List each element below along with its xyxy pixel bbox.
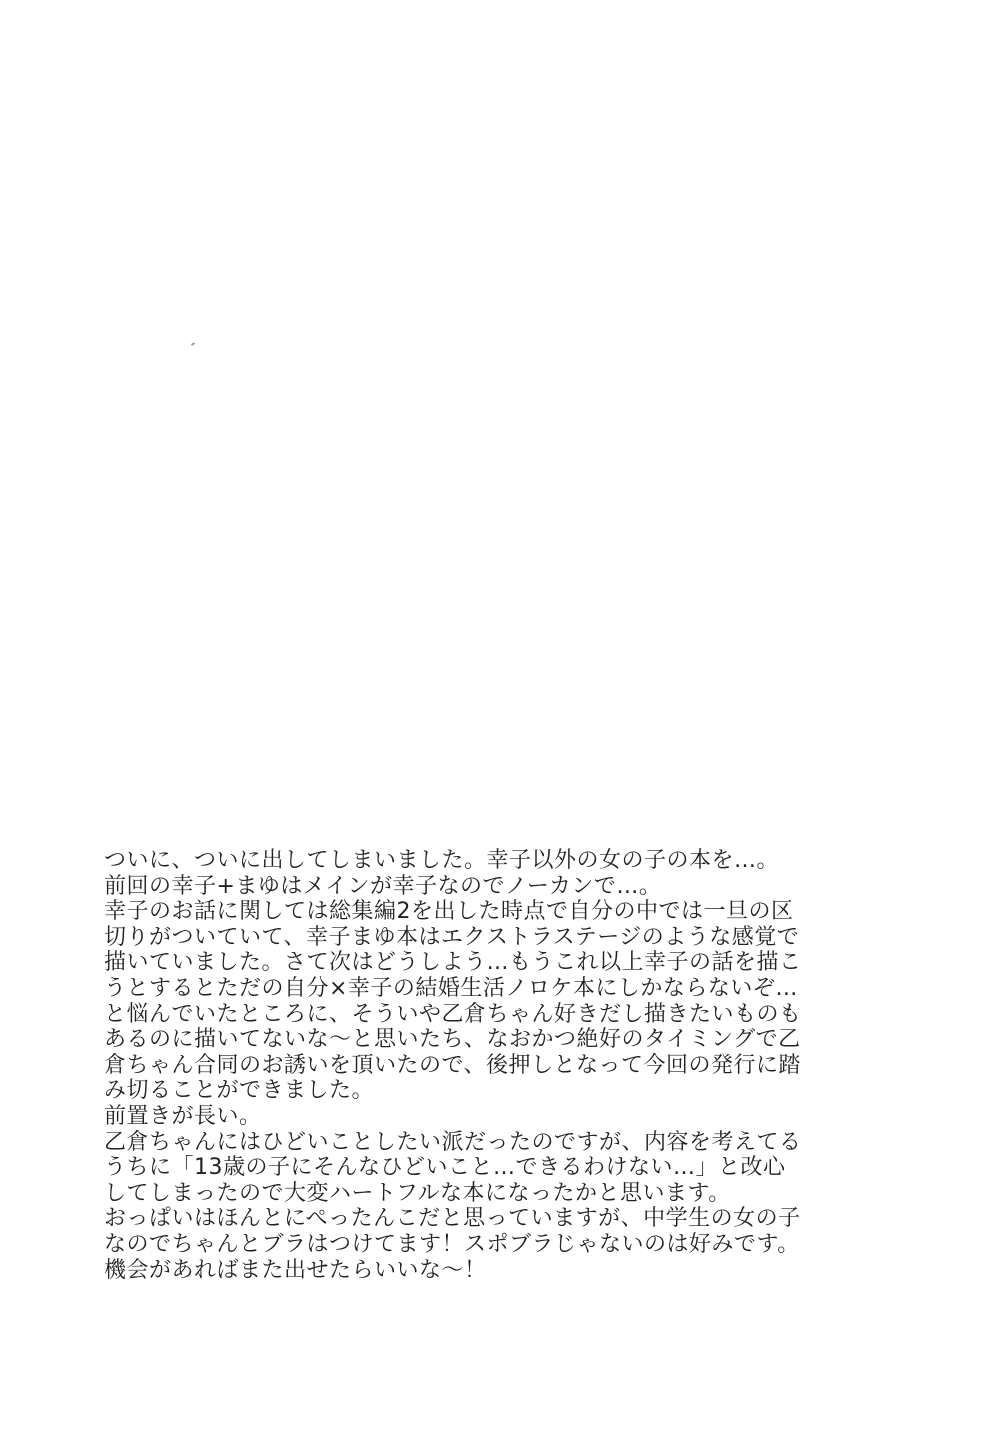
afterword-line: なのでちゃんとブラはつけてます！スポブラじゃないのは好みです。 xyxy=(104,1231,800,1257)
afterword-line: 前回の幸子+まゆはメインが幸子なのでノーカンで…。 xyxy=(104,873,662,899)
afterword-line: 倉ちゃん合同のお誘いを頂いたので、後押しとなって今回の発行に踏 xyxy=(104,1052,802,1078)
afterword-line: 乙倉ちゃんにはひどいことしたい派だったのですが、内容を考えてる xyxy=(104,1129,802,1155)
afterword-text xyxy=(104,848,904,1283)
afterword-line: 描いていました。さて次はどうしよう…もうこれ以上幸子の話を描こ xyxy=(104,950,802,976)
afterword-line: してしまったので大変ハートフルな本になったかと思います。 xyxy=(104,1180,731,1206)
afterword-line: 切りがついていて、幸子まゆ本はエクストラステージのような感覚で xyxy=(104,924,800,950)
afterword-line: うちに「13歳の子にそんなひどいこと…できるわけない…」と改心 xyxy=(104,1155,786,1181)
afterword-line: あるのに描いてないな～と思いたち、なおかつ絶好のタイミングで乙 xyxy=(104,1027,801,1053)
afterword-line: おっぱいはほんとにぺったんこだと思っていますが、中学生の女の子 xyxy=(104,1206,801,1232)
afterword-line: 幸子のお話に関しては総集編2を出した時点で自分の中では一旦の区 xyxy=(104,899,794,925)
scan-speck xyxy=(191,342,195,346)
afterword-line: 前置きが長い。 xyxy=(104,1103,262,1129)
afterword-line: うとするとただの自分×幸子の結婚生活ノロケ本にしかならないぞ… xyxy=(104,975,798,1001)
afterword-line: 機会があればまた出せたらいいな～！ xyxy=(104,1257,487,1283)
afterword-line: ついに、ついに出してしまいました。幸子以外の女の子の本を…。 xyxy=(104,848,780,873)
afterword-line: み切ることができました。 xyxy=(104,1078,375,1104)
afterword-line: と悩んでいたところに、そういや乙倉ちゃん好きだし描きたいものも xyxy=(104,1001,802,1027)
